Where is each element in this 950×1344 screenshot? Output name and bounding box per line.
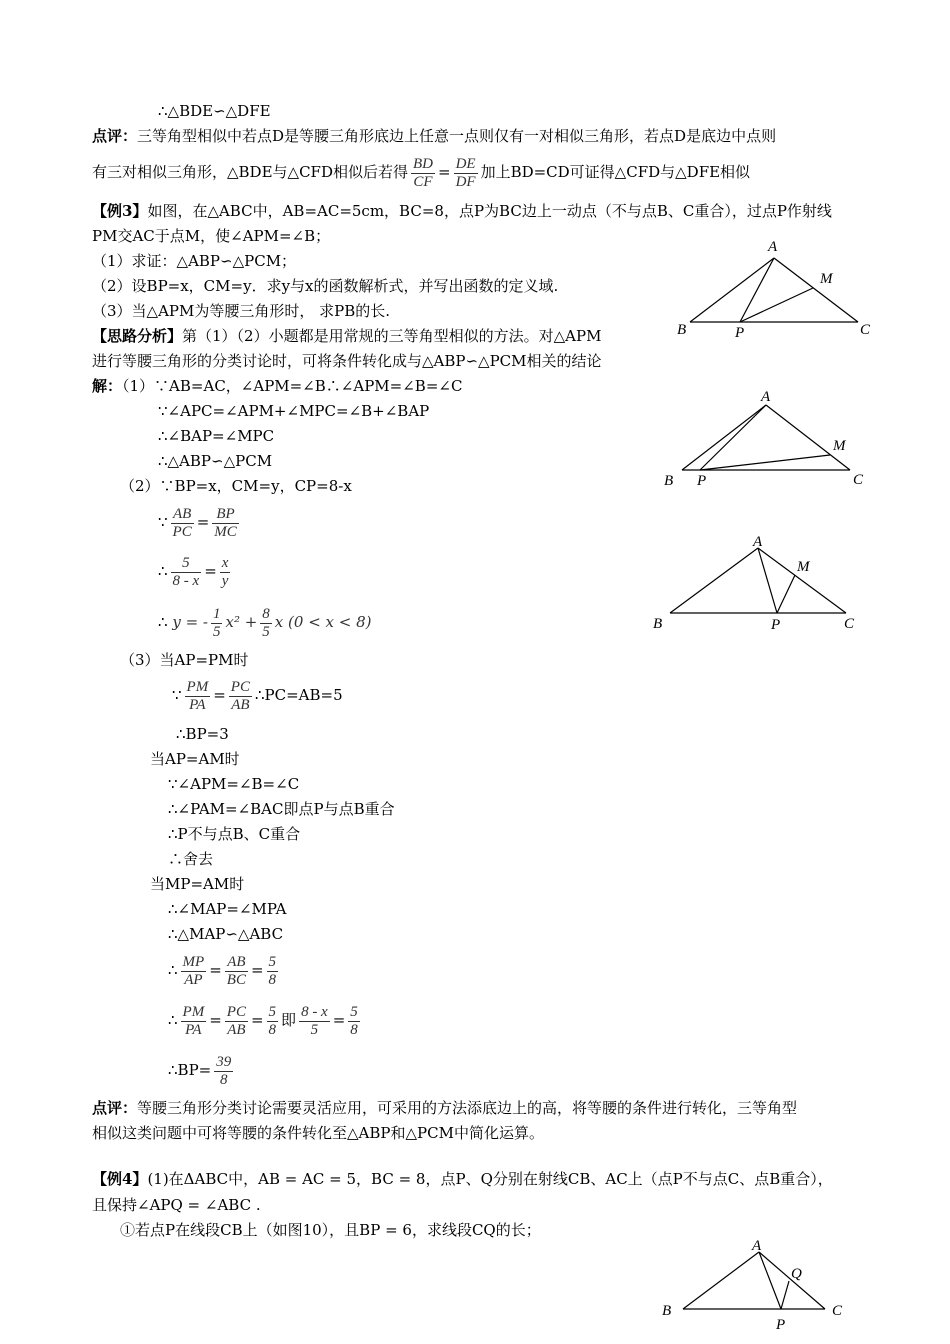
solution-line: ∵∠APM=∠B=∠C xyxy=(168,775,300,793)
segment-pm xyxy=(777,575,795,613)
fraction-bd-cf: $\frac{BD}{CF}$ xyxy=(412,155,433,190)
solution-label: 解： xyxy=(92,377,123,395)
solution-text: （1）∵AB=AC，∠APM=∠B∴∠APM=∠B=∠C xyxy=(122,377,463,395)
fraction-pc-ab: $\frac{PC}{AB}$ xyxy=(230,678,250,713)
fraction-1-5: $\frac{1}{5}$ xyxy=(212,605,221,640)
ratio-equation-3: ∵ $\frac{PM}{PA}$ = $\frac{PC}{AB}$ ∴PC=AB=5 xyxy=(172,678,343,713)
label-b: B xyxy=(677,322,687,338)
example-label: 【例3】 xyxy=(92,202,148,220)
label-m: M xyxy=(820,271,833,287)
solution-line: ∴舍去 xyxy=(168,850,214,868)
triangle-figure-3 xyxy=(650,530,865,640)
label-p: P xyxy=(697,473,707,489)
comment-text: 有三对相似三角形，△BDE与△CFD相似后若得 xyxy=(92,163,408,181)
fraction-bp-mc: $\frac{BP}{MC}$ xyxy=(214,505,237,540)
example-4-line1 xyxy=(92,1170,833,1188)
fraction-5-8-3: $\frac{5}{8}$ xyxy=(350,1003,358,1038)
solution-line: 当MP=AM时 xyxy=(150,875,245,893)
fraction-de-df: $\frac{DE}{DF}$ xyxy=(455,155,476,190)
question-3: （3）当△APM为等腰三角形时， 求PB的长. xyxy=(92,302,391,320)
fraction-5-8: $\frac{5}{8}$ xyxy=(268,953,277,988)
example-3-line2: PM交AC于点M，使∠APM=∠B； xyxy=(92,227,331,245)
solution-line: ∴BP=3 xyxy=(176,725,229,743)
label-c: C xyxy=(844,616,855,632)
solution-line: ∴△ABP∽△PCM xyxy=(158,452,273,470)
triangle-figure-4 xyxy=(655,1235,855,1344)
triangle-figure-1 xyxy=(670,235,880,345)
function-equation: ∴ y = - $\frac{1}{5}$ x² + $\frac{8}{5}$ x (0 < x < 8) xyxy=(158,605,372,640)
solution-line: ∴∠PAM=∠BAC即点P与点B重合 xyxy=(168,800,395,818)
triangle-figure-2 xyxy=(660,385,875,495)
fraction-pm-pa-2: $\frac{PM}{PA}$ xyxy=(182,1003,205,1038)
fraction-pm-pa: $\frac{PM}{PA}$ xyxy=(186,678,209,713)
comment-1-line2: 有三对相似三角形，△BDE与△CFD相似后若得 $\frac{BD}{CF}$ = $\frac{DE}{DF}$ 加上BD=CD可证得△CFD与△DFE相似 xyxy=(92,155,751,190)
segment-ap xyxy=(759,1252,781,1309)
label-p: P xyxy=(735,325,745,341)
label-a: A xyxy=(752,1238,762,1254)
label-c: C xyxy=(860,322,871,338)
fraction-pc-ab-2: $\frac{PC}{AB}$ xyxy=(226,1003,246,1038)
solution-line: ∴∠BAP=∠MPC xyxy=(158,427,275,445)
fraction-5-8x: $\frac{5}{8 - x}$ xyxy=(172,554,200,589)
segment-ac xyxy=(774,258,858,322)
label-q: Q xyxy=(791,1266,802,1282)
fraction-mp-ap: $\frac{MP}{AP}$ xyxy=(182,953,205,988)
ratio-equation-5: ∴ $\frac{PM}{PA}$ = $\frac{PC}{AB}$ = $\frac{5}{8}$ 即 $\frac{8 - x}{5}$ = $\frac{5}{8}$ xyxy=(168,1003,358,1038)
segment-ab xyxy=(670,548,758,613)
solution-line: ∴∠MAP=∠MPA xyxy=(168,900,287,918)
solution-line: ∴△MAP∽△ABC xyxy=(168,925,284,943)
segment-ac xyxy=(758,548,846,613)
ratio-equation-2: ∴ $\frac{5}{8 - x}$ = $\frac{x}{y}$ xyxy=(158,554,229,589)
ratio-equation-1: ∵ $\frac{AB}{PC}$ = $\frac{BP}{MC}$ xyxy=(158,505,237,540)
comment-label: 点评： xyxy=(92,127,138,145)
label-c: C xyxy=(832,1303,843,1319)
question-2: （2）设BP=x，CM=y．求y与x的函数解析式，并写出函数的定义域. xyxy=(92,277,559,295)
analysis-line2: 进行等腰三角形的分类讨论时，可将条件转化成与△ABP∽△PCM相关的结论 xyxy=(92,352,602,370)
analysis-label: 【思路分析】 xyxy=(92,327,183,345)
solution-line: ∵∠APC=∠APM+∠MPC=∠B+∠BAP xyxy=(158,402,430,420)
comment-text: 等腰三角形分类讨论需要灵活应用，可采用的方法添底边上的高，将等腰的条件进行转化，三等角型 xyxy=(137,1099,798,1117)
segment-ab xyxy=(682,405,766,470)
segment-pm xyxy=(740,288,813,322)
example-4-line3: ①若点P在线段CB上（如图10），且BP = 6，求线段CQ的长； xyxy=(120,1221,541,1239)
comment-label: 点评： xyxy=(92,1099,138,1117)
comment-1 xyxy=(92,127,776,145)
label-p: P xyxy=(771,617,781,633)
fraction-8-5: $\frac{8}{5}$ xyxy=(262,605,270,640)
analysis-line1 xyxy=(92,327,601,345)
example-text: (1)在ΔABC中，AB = AC = 5，BC = 8，点P、Q分别在射线CB、AC上（点P不与点C、点B重合）， xyxy=(147,1170,833,1188)
comment-text: 加上BD=CD可证得△CFD与△DFE相似 xyxy=(480,163,751,181)
comment-2 xyxy=(92,1099,797,1117)
label-a: A xyxy=(753,534,763,550)
label-m: M xyxy=(833,438,846,454)
fraction-ab-bc: $\frac{AB}{BC}$ xyxy=(226,953,246,988)
label-p: P xyxy=(776,1317,786,1333)
question-1: （1）求证：△ABP∽△PCM； xyxy=(92,252,297,270)
example-label: 【例4】 xyxy=(92,1170,148,1188)
label-b: B xyxy=(664,473,674,489)
example-text: 如图，在△ABC中，AB=AC=5cm，BC=8，点P为BC边上一动点（不与点B、C重合），过点P作射线 xyxy=(147,202,832,220)
segment-ap xyxy=(740,258,774,322)
solution-line: （3）当AP=PM时 xyxy=(120,651,249,669)
bp-result: ∴BP= $\frac{39}{8}$ xyxy=(168,1053,232,1088)
fraction-39-8: $\frac{39}{8}$ xyxy=(216,1053,232,1088)
comment-text: 三等角型相似中若点D是等腰三角形底边上任意一点则仅有一对相似三角形，若点D是底边中点则 xyxy=(137,127,777,145)
fraction-8x-5: $\frac{8 - x}{5}$ xyxy=(301,1003,328,1038)
label-b: B xyxy=(662,1303,672,1319)
fraction-ab-pc: $\frac{AB}{PC}$ xyxy=(172,505,192,540)
solution-line1 xyxy=(92,377,462,395)
label-m: M xyxy=(797,559,810,575)
example-3-line1 xyxy=(92,202,832,220)
label-b: B xyxy=(653,616,663,632)
fraction-x-y: $\frac{x}{y}$ xyxy=(221,554,229,589)
comment-2-line2: 相似这类问题中可将等腰的条件转化至△ABP和△PCM中简化运算。 xyxy=(92,1124,544,1142)
example-4-line2: 且保持∠APQ = ∠ABC . xyxy=(92,1196,261,1214)
solution-line: （2）∵BP=x，CM=y，CP=8-x xyxy=(120,477,352,495)
label-a: A xyxy=(768,239,778,255)
segment-ap xyxy=(700,405,766,470)
solution-line: ∴P不与点B、C重合 xyxy=(168,825,301,843)
solution-line: 当AP=AM时 xyxy=(150,750,240,768)
segment-pm xyxy=(700,455,830,470)
proof-line: ∴△BDE∽△DFE xyxy=(158,102,271,120)
fraction-5-8-2: $\frac{5}{8}$ xyxy=(268,1003,277,1038)
segment-ab xyxy=(683,1252,759,1309)
segment-ap xyxy=(758,548,777,613)
analysis-text: 第（1）（2）小题都是用常规的三等角型相似的方法。对△APM xyxy=(182,327,602,345)
segment-pq xyxy=(781,1281,789,1309)
ratio-equation-4: ∴ $\frac{MP}{AP}$ = $\frac{AB}{BC}$ = $\frac{5}{8}$ xyxy=(168,953,277,988)
label-a: A xyxy=(761,389,771,405)
label-c: C xyxy=(853,472,864,488)
